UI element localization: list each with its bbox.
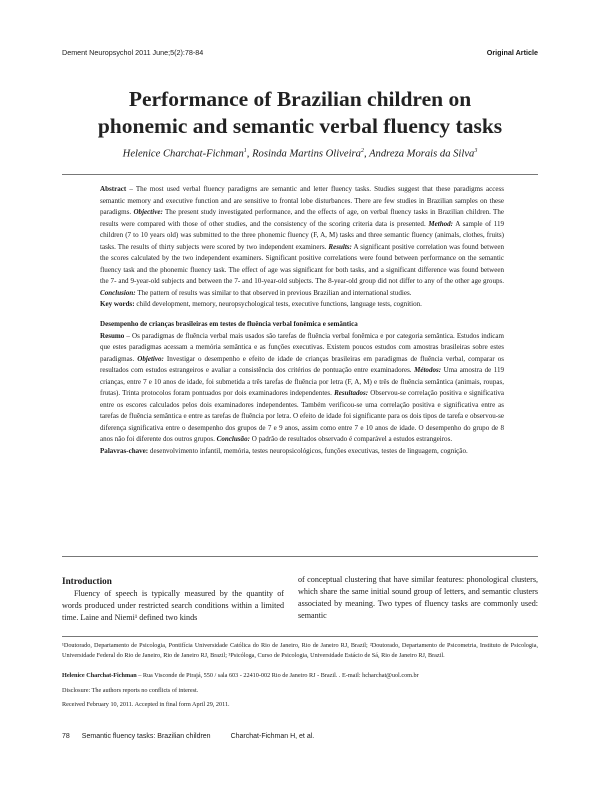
keywords-label: Key words: — [100, 300, 135, 309]
running-title: Semantic fluency tasks: Brazilian children — [81, 733, 211, 740]
correspondence-address: – Rua Visconde de Pirajá, 550 / sala 603 - 22410-002 Rio de Janeiro RJ - Brazil. . E-mail: hcharchat@uol.com.br — [136, 672, 419, 679]
author-3-affil: 3 — [474, 148, 478, 154]
intro-column-2 — [298, 574, 538, 622]
correspondence-name: Helenice Charchat-Fichman — [62, 672, 137, 679]
divider-bottom — [62, 556, 538, 557]
objective-label: Objective: — [133, 208, 163, 217]
author-1-affil: 1 — [243, 148, 247, 154]
keywords-portuguese — [100, 446, 504, 458]
divider-top — [62, 174, 538, 175]
page-number: 78 — [62, 733, 70, 740]
running-authors: Charchat-Fichman H, et al. — [230, 733, 315, 740]
resumo-intro: Os paradigmas de fluência verbal mais usados são tarefas de fluência verbal fonêmica e por categoria semântica. Estudos indicam que estes paradigmas acessam a memória semântica e as funções executivas. Existem poucos estudos com amostras brasileiras sobre estes paradigmas. — [100, 331, 504, 363]
results-text: A significant positive correlation was found between the scores calculated by the two independent examiners. Significant positive correlations were found between performance on the semantic fluency task and the phonemic fluency task. The effect of age was significant for both tasks, and a significant difference was found between the 7- and 9-year-old subjects and between the 7- and 10-year-old subjects. The 8-year-old group did not differ to any of the other age groups. — [100, 242, 505, 286]
metodos-label: Métodos: — [414, 366, 442, 375]
author-2-affil: 2 — [360, 148, 364, 154]
abstract-pt-title: Desempenho de crianças brasileiras em testes de fluência verbal fonêmica e semântica — [100, 320, 358, 329]
conclusao-text: O padrão de resultados observado é comparável a estudos estrangeiros. — [249, 435, 453, 444]
intro-column-1 — [62, 588, 284, 624]
intro-paragraph-1: Fluency of speech is typically measured by the quantity of words produced under restricted search conditions within a limited time. Laine and Niemi¹ defined two kinds — [62, 589, 284, 622]
palavras-chave-label: Palavras-chave: — [100, 447, 149, 456]
intro-paragraph-2: of conceptual clustering that have similar features: phonological clusters, which share the same initial sound group of letters, and semantic clusters associated by meaning. Two types of fluency tasks are commonly used: semantic — [298, 575, 538, 620]
keywords-english — [100, 299, 504, 311]
author-3: Andreza Morais da Silva — [369, 148, 475, 160]
abstract-label: Abstract — [100, 185, 127, 193]
conclusion-text: The pattern of results was similar to that observed in previous Brazilian and international studies. — [135, 288, 412, 297]
palavras-chave-text: desenvolvimento infantil, memória, testes neuropsicológicos, funções executivas, testes de linguagem, cognição. — [148, 447, 468, 456]
author-2: Rosinda Martins Oliveira — [252, 148, 361, 160]
article-type: Original Article — [486, 48, 538, 57]
dash: – — [124, 331, 132, 340]
resultados-label: Resultados: — [334, 389, 369, 398]
journal-citation: Dement Neuropsychol 2011 June;5(2):78-84 — [62, 48, 204, 57]
paper-title — [40, 86, 560, 140]
abstract-block — [100, 184, 504, 458]
author-list — [40, 148, 560, 160]
author-sep: , — [363, 148, 370, 160]
running-header — [62, 48, 538, 57]
intro-heading: Introduction — [62, 576, 112, 586]
method-label: Method: — [428, 219, 454, 228]
resumo-label: Resumo — [100, 331, 125, 340]
correspondence — [62, 671, 538, 681]
resultados-text: Observou-se correlação positiva e significativa entre os escores calculados pelos dois examinadores independentes. Também verificou-se uma correlação positiva e significativa entre as tarefas de fluência semântica e entre as tarefas de fluência por letra. O efeito de idade foi significante para os dois tipos de tarefa e observou-se diferença significativa entre o desempenho dos grupos de 7 e 9 anos, assim como entre 7 e 10 anos de idade. O desempenho do grupo de 8 anos não foi diferente dos outros grupos. — [100, 389, 505, 444]
received-dates: Received February 10, 2011. Accepted in final form April 29, 2011. — [62, 701, 230, 708]
results-label: Results: — [328, 242, 352, 251]
footnote-divider — [62, 636, 538, 637]
disclosure: Disclosure: The authors reports no conflicts of interest. — [62, 687, 199, 694]
dash: – — [126, 185, 136, 193]
conclusion-label: Conclusion: — [100, 288, 136, 297]
metodos-text: Uma amostra de 119 crianças, entre 7 e 10 anos de idade, foi submetida a três tarefas de fluência por letra (F, A, M) e três de fluência semântica (animais, roupas, frutas). Trinta protocolos foram pontuados por dois examinadores independentes. — [100, 366, 505, 398]
title-line-2: phonemic and semantic verbal fluency tasks — [97, 114, 503, 138]
objetivo-label: Objetivo: — [137, 354, 164, 363]
abstract-intro: The most used verbal fluency paradigms are semantic and letter fluency tasks. Studies suggest that these paradigms access semantic memory and executive function and are sensitive to frontal lobe disturbances. There are few studies in Brazilian samples on these paradigms. — [100, 185, 504, 217]
affiliations: ¹Doutorado, Departamento de Psicologia, Pontifícia Universidade Católica do Rio de Janeiro, Rio de Janeiro RJ, Brazil; ²Doutorado, Departamento de Psicometria, Instituto de Psicologia, Universidade Federal do Rio de Janeiro, Rio de Janeiro RJ, Brazil; ³Psicóloga, Curso de Psicologia, Universidade Estácio de Sá, Rio de Janeiro RJ, Brazil. — [62, 642, 538, 659]
conclusao-label: Conclusão: — [216, 435, 250, 444]
method-text: A sample of 119 children (7 to 10 years old) was submitted to the three phonemic fluency (F, A, M) tasks and three semantic fluency (animals, clothes, fruits) tasks. The results of thirty subjects were scored by two independent examiners. — [100, 219, 505, 251]
abstract-portuguese — [100, 331, 504, 446]
abstract-english — [100, 184, 504, 299]
objetivo-text: Investigar o desempenho e efeito de idade de crianças brasileiras em paradigmas de fluência verbal, comparar os resultados com estudos estrangeiros e avaliar a consistência dos critérios de pontuação entre examinadores. — [100, 354, 505, 375]
page-footer — [62, 733, 314, 740]
author-sep: , — [246, 148, 253, 160]
keywords-text: child development, memory, neuropsychological tests, executive functions, language tests, cognition. — [134, 300, 422, 309]
author-1: Helenice Charchat-Fichman — [122, 148, 244, 160]
objective-text: The present study investigated performance, and the effects of age, on verbal fluency tasks in Brazilian children. The results were compared with those of other studies, and the consistency of the scoring criteria data is presented. — [100, 208, 504, 228]
title-line-1: Performance of Brazilian children on — [128, 87, 472, 111]
